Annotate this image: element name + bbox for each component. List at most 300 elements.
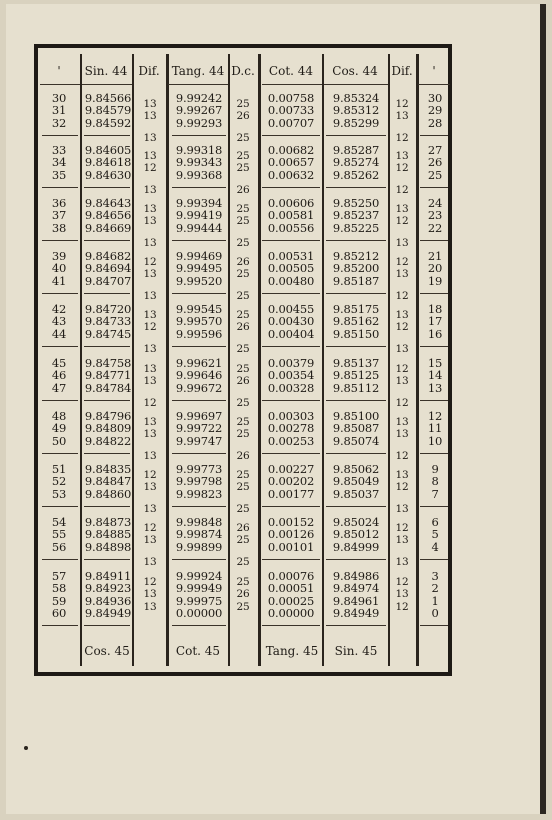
cos-value: 9.85212	[332, 249, 380, 263]
sin-value: 9.84720	[84, 302, 132, 316]
cos-value: 9.85250	[332, 196, 380, 210]
sin-value: 9.84898	[84, 539, 132, 554]
group-rule	[172, 506, 226, 507]
group-rule	[84, 346, 130, 347]
column-footer: Cos. 45	[84, 644, 130, 658]
cos-difference: 12	[395, 363, 409, 375]
tang-difference: 25	[236, 556, 250, 568]
cot-value: 0.00379	[267, 356, 315, 370]
group-rule	[172, 559, 226, 560]
sin-value: 9.84745	[84, 326, 132, 341]
group-rule	[420, 346, 448, 347]
group-rule	[84, 400, 130, 401]
sin-difference: 13	[143, 98, 157, 110]
cos-difference: 13	[395, 343, 409, 355]
group-rule	[326, 240, 386, 241]
cot-value: 0.00253	[267, 433, 315, 448]
column-header: '	[432, 64, 436, 78]
minute-right: 27	[427, 143, 443, 157]
minute-left: 47	[51, 380, 67, 395]
tang-difference: 25	[236, 268, 250, 281]
minute-left: 46	[51, 368, 67, 383]
sin-difference: 12	[143, 469, 157, 481]
minute-left: 31	[51, 103, 67, 118]
group-rule	[420, 293, 448, 294]
minute-left: 52	[51, 474, 67, 489]
header-rule	[40, 84, 80, 85]
cos-difference: 12	[395, 184, 409, 196]
minute-left: 57	[51, 569, 67, 583]
sin-difference: 13	[143, 556, 157, 568]
cot-value: 0.00455	[267, 302, 315, 316]
group-rule	[326, 625, 386, 626]
tang-value: 9.99242	[175, 91, 223, 105]
tang-value: 9.99798	[175, 474, 223, 489]
sin-difference: 13	[143, 503, 157, 515]
tang-value: 9.99773	[175, 462, 223, 476]
group-rule	[172, 293, 226, 294]
minute-left: 43	[51, 314, 67, 329]
tang-difference: 25	[236, 162, 250, 175]
cos-difference: 13	[395, 375, 409, 388]
cos-difference: 13	[395, 203, 409, 215]
tang-value: 9.99646	[175, 368, 223, 383]
minute-right: 3	[431, 569, 439, 583]
group-rule	[172, 346, 226, 347]
tang-difference: 25	[236, 416, 250, 428]
cos-difference: 13	[395, 534, 409, 547]
minute-right: 19	[427, 273, 443, 288]
sin-value: 9.84885	[84, 527, 132, 542]
cot-value: 0.00152	[267, 515, 315, 529]
column-divider	[228, 54, 230, 666]
minute-right: 21	[427, 249, 443, 263]
group-rule	[42, 346, 78, 347]
column-footer: Cot. 45	[175, 644, 221, 658]
cos-value: 9.84949	[332, 605, 380, 620]
sin-value: 9.84758	[84, 356, 132, 370]
sin-difference: 12	[143, 522, 157, 534]
minute-right: 7	[431, 486, 439, 501]
tang-value: 9.99823	[175, 486, 223, 501]
sin-value: 9.84936	[84, 593, 132, 608]
group-rule	[326, 346, 386, 347]
tang-difference: 26	[236, 588, 250, 601]
minute-left: 33	[51, 143, 67, 157]
group-rule	[84, 559, 130, 560]
tang-difference: 25	[236, 363, 250, 375]
tang-value: 9.99469	[175, 249, 223, 263]
group-rule	[420, 135, 448, 136]
cos-difference: 12	[395, 215, 409, 228]
sin-value: 9.84911	[84, 569, 132, 583]
cos-difference: 12	[395, 98, 409, 110]
tang-difference: 25	[236, 534, 250, 547]
cos-value: 9.85162	[332, 314, 380, 329]
cot-value: 0.00076	[267, 569, 315, 583]
minute-right: 28	[427, 115, 443, 130]
tang-difference: 25	[236, 503, 250, 515]
tang-difference: 26	[236, 375, 250, 388]
group-rule	[172, 187, 226, 188]
minute-right: 5	[431, 527, 439, 542]
tang-difference: 25	[236, 576, 250, 588]
group-rule	[42, 187, 78, 188]
group-rule	[42, 293, 78, 294]
cos-difference: 13	[395, 416, 409, 428]
column-header: '	[57, 64, 61, 78]
column-divider	[388, 54, 390, 666]
cot-value: 0.00177	[267, 486, 315, 501]
minute-right: 30	[427, 91, 443, 105]
sin-difference: 13	[143, 150, 157, 162]
minute-left: 44	[51, 326, 67, 341]
tang-value: 9.99570	[175, 314, 223, 329]
cot-value: 0.00606	[267, 196, 315, 210]
minute-right: 9	[431, 462, 439, 476]
tang-difference: 25	[236, 481, 250, 494]
tang-value: 9.99874	[175, 527, 223, 542]
minute-left: 50	[51, 433, 67, 448]
sin-difference: 13	[143, 428, 157, 441]
minute-left: 42	[51, 302, 67, 316]
cos-difference: 12	[395, 481, 409, 494]
group-rule	[262, 240, 320, 241]
sin-difference: 13	[143, 203, 157, 215]
tang-difference: 25	[236, 150, 250, 162]
cot-value: 0.00278	[267, 421, 315, 436]
cos-value: 9.85150	[332, 326, 380, 341]
sin-value: 9.84860	[84, 486, 132, 501]
tang-value: 9.99747	[175, 433, 223, 448]
sin-difference: 12	[143, 321, 157, 334]
group-rule	[420, 559, 448, 560]
tang-difference: 25	[236, 309, 250, 321]
sin-difference: 13	[143, 416, 157, 428]
sin-value: 9.84809	[84, 421, 132, 436]
tang-value: 9.99899	[175, 539, 223, 554]
minute-right: 2	[431, 581, 439, 596]
minute-right: 24	[427, 196, 443, 210]
group-rule	[420, 453, 448, 454]
group-rule	[84, 506, 130, 507]
sin-difference: 13	[143, 588, 157, 601]
group-rule	[42, 453, 78, 454]
group-rule	[172, 453, 226, 454]
cos-difference: 12	[395, 450, 409, 462]
sin-difference: 13	[143, 375, 157, 388]
minute-left: 35	[51, 167, 67, 182]
tang-value: 9.99621	[175, 356, 223, 370]
cos-value: 9.85225	[332, 220, 380, 235]
minute-left: 36	[51, 196, 67, 210]
tang-difference: 25	[236, 428, 250, 441]
sin-difference: 13	[143, 309, 157, 321]
tang-difference: 26	[236, 256, 250, 268]
cos-value: 9.85312	[332, 103, 380, 118]
cos-value: 9.85037	[332, 486, 380, 501]
cos-value: 9.85100	[332, 409, 380, 423]
column-divider	[166, 54, 169, 666]
group-rule	[326, 559, 386, 560]
cot-value: 0.00025	[267, 593, 315, 608]
cos-difference: 13	[395, 503, 409, 515]
minute-right: 6	[431, 515, 439, 529]
minute-right: 13	[427, 380, 443, 395]
sin-value: 9.84949	[84, 605, 132, 620]
group-rule	[262, 400, 320, 401]
cos-difference: 13	[395, 110, 409, 123]
sin-value: 9.84605	[84, 143, 132, 157]
group-rule	[42, 135, 78, 136]
group-rule	[84, 625, 130, 626]
minute-left: 38	[51, 220, 67, 235]
column-divider	[80, 54, 82, 666]
minute-right: 8	[431, 474, 439, 489]
cot-value: 0.00328	[267, 380, 315, 395]
cos-value: 9.85299	[332, 115, 380, 130]
group-rule	[420, 506, 448, 507]
tang-value: 9.99697	[175, 409, 223, 423]
minute-left: 39	[51, 249, 67, 263]
minute-right: 14	[427, 368, 443, 383]
book-page	[6, 4, 546, 814]
sin-difference: 12	[143, 397, 157, 409]
group-rule	[326, 400, 386, 401]
tang-value: 9.99394	[175, 196, 223, 210]
column-header: Cos. 44	[332, 64, 378, 78]
cos-difference: 13	[395, 428, 409, 441]
group-rule	[172, 240, 226, 241]
sin-difference: 13	[143, 450, 157, 462]
tang-value: 9.99368	[175, 167, 223, 182]
cot-value: 0.00707	[267, 115, 315, 130]
tang-value: 9.99949	[175, 581, 223, 596]
cot-value: 0.00556	[267, 220, 315, 235]
cos-difference: 13	[395, 309, 409, 321]
group-rule	[84, 240, 130, 241]
sin-difference: 13	[143, 363, 157, 375]
cot-value: 0.00051	[267, 581, 315, 596]
sin-value: 9.84822	[84, 433, 132, 448]
group-rule	[84, 453, 130, 454]
group-rule	[326, 187, 386, 188]
sin-difference: 12	[143, 256, 157, 268]
sin-value: 9.84784	[84, 380, 132, 395]
sin-difference: 13	[143, 268, 157, 281]
minute-right: 26	[427, 155, 443, 170]
group-rule	[42, 559, 78, 560]
tang-value: 0.00000	[175, 605, 223, 620]
minute-left: 60	[51, 605, 67, 620]
column-divider	[258, 54, 261, 666]
minute-right: 4	[431, 539, 439, 554]
tang-difference: 26	[236, 450, 250, 462]
tang-value: 9.99267	[175, 103, 223, 118]
group-rule	[84, 135, 130, 136]
sin-value: 9.84682	[84, 249, 132, 263]
minute-right: 0	[431, 605, 439, 620]
sin-value: 9.84592	[84, 115, 132, 130]
sin-value: 9.84656	[84, 208, 132, 223]
header-rule	[82, 84, 132, 85]
sin-value: 9.84669	[84, 220, 132, 235]
minute-left: 37	[51, 208, 67, 223]
tang-difference: 25	[236, 237, 250, 249]
cot-value: 0.00202	[267, 474, 315, 489]
cos-value: 9.84986	[332, 569, 380, 583]
tang-value: 9.99596	[175, 326, 223, 341]
sin-difference: 13	[143, 132, 157, 144]
tang-difference: 25	[236, 203, 250, 215]
sin-value: 9.84643	[84, 196, 132, 210]
group-rule	[42, 506, 78, 507]
minute-right: 15	[427, 356, 443, 370]
sin-value: 9.84707	[84, 273, 132, 288]
group-rule	[42, 625, 78, 626]
cos-value: 9.84999	[332, 539, 380, 554]
column-header: Dif.	[391, 64, 413, 78]
cos-difference: 13	[395, 588, 409, 601]
column-header: Tang. 44	[171, 64, 225, 78]
minute-right: 23	[427, 208, 443, 223]
cos-difference: 13	[395, 556, 409, 568]
tang-value: 9.99722	[175, 421, 223, 436]
tang-value: 9.99975	[175, 593, 223, 608]
group-rule	[84, 187, 130, 188]
minute-right: 17	[427, 314, 443, 329]
tang-value: 9.99545	[175, 302, 223, 316]
header-rule	[418, 84, 450, 85]
cos-difference: 13	[395, 150, 409, 162]
cos-value: 9.85024	[332, 515, 380, 529]
cot-value: 0.00505	[267, 261, 315, 276]
tang-value: 9.99293	[175, 115, 223, 130]
tang-difference: 25	[236, 290, 250, 302]
sin-difference: 13	[143, 184, 157, 196]
cot-value: 0.00758	[267, 91, 315, 105]
tang-value: 9.99520	[175, 273, 223, 288]
cos-difference: 13	[395, 469, 409, 481]
group-rule	[42, 240, 78, 241]
group-rule	[420, 240, 448, 241]
cos-value: 9.85087	[332, 421, 380, 436]
cos-value: 9.85287	[332, 143, 380, 157]
minute-left: 54	[51, 515, 67, 529]
tang-value: 9.99343	[175, 155, 223, 170]
minute-left: 55	[51, 527, 67, 542]
cot-value: 0.00303	[267, 409, 315, 423]
minute-right: 22	[427, 220, 443, 235]
group-rule	[42, 400, 78, 401]
cos-value: 9.85324	[332, 91, 380, 105]
sin-value: 9.84796	[84, 409, 132, 423]
tang-difference: 26	[236, 110, 250, 123]
cos-difference: 12	[395, 256, 409, 268]
group-rule	[172, 135, 226, 136]
minute-right: 29	[427, 103, 443, 118]
minute-left: 56	[51, 539, 67, 554]
tang-difference: 25	[236, 397, 250, 409]
cot-value: 0.00227	[267, 462, 315, 476]
cot-value: 0.00404	[267, 326, 315, 341]
minute-right: 25	[427, 167, 443, 182]
group-rule	[326, 453, 386, 454]
cos-value: 9.85262	[332, 167, 380, 182]
group-rule	[326, 293, 386, 294]
minute-left: 41	[51, 273, 67, 288]
minute-right: 20	[427, 261, 443, 276]
tang-difference: 25	[236, 343, 250, 355]
column-header: Cot. 44	[268, 64, 314, 78]
cos-value: 9.85187	[332, 273, 380, 288]
cot-value: 0.00000	[267, 605, 315, 620]
minute-right: 11	[427, 421, 443, 436]
cot-value: 0.00632	[267, 167, 315, 182]
group-rule	[420, 187, 448, 188]
minute-left: 34	[51, 155, 67, 170]
cot-value: 0.00531	[267, 249, 315, 263]
cos-difference: 13	[395, 268, 409, 281]
group-rule	[262, 187, 320, 188]
sin-value: 9.84630	[84, 167, 132, 182]
cos-value: 9.85112	[332, 380, 380, 395]
cos-value: 9.85062	[332, 462, 380, 476]
tang-value: 9.99924	[175, 569, 223, 583]
group-rule	[262, 625, 320, 626]
column-divider	[132, 54, 134, 666]
minute-left: 51	[51, 462, 67, 476]
cot-value: 0.00126	[267, 527, 315, 542]
cos-difference: 12	[395, 162, 409, 175]
tang-value: 9.99672	[175, 380, 223, 395]
group-rule	[84, 293, 130, 294]
group-rule	[172, 400, 226, 401]
sin-difference: 12	[143, 162, 157, 175]
minute-left: 32	[51, 115, 67, 130]
tang-value: 9.99318	[175, 143, 223, 157]
sin-value: 9.84771	[84, 368, 132, 383]
cos-value: 9.84961	[332, 593, 380, 608]
sin-value: 9.84847	[84, 474, 132, 489]
cos-value: 9.85137	[332, 356, 380, 370]
cos-difference: 12	[395, 290, 409, 302]
sin-value: 9.84694	[84, 261, 132, 276]
header-rule	[324, 84, 388, 85]
cot-value: 0.00480	[267, 273, 315, 288]
column-footer: Tang. 45	[265, 644, 319, 658]
cot-value: 0.00581	[267, 208, 315, 223]
sin-value: 9.84733	[84, 314, 132, 329]
group-rule	[420, 400, 448, 401]
group-rule	[262, 506, 320, 507]
column-divider	[322, 54, 324, 666]
group-rule	[262, 293, 320, 294]
cos-difference: 12	[395, 522, 409, 534]
sin-difference: 13	[143, 110, 157, 123]
column-divider	[416, 54, 419, 666]
minute-left: 48	[51, 409, 67, 423]
cos-value: 9.85049	[332, 474, 380, 489]
cos-difference: 13	[395, 237, 409, 249]
group-rule	[262, 346, 320, 347]
cos-value: 9.85200	[332, 261, 380, 276]
cos-value: 9.85125	[332, 368, 380, 383]
group-rule	[420, 625, 448, 626]
ink-dot	[24, 746, 28, 750]
tang-value: 9.99495	[175, 261, 223, 276]
tang-value: 9.99848	[175, 515, 223, 529]
